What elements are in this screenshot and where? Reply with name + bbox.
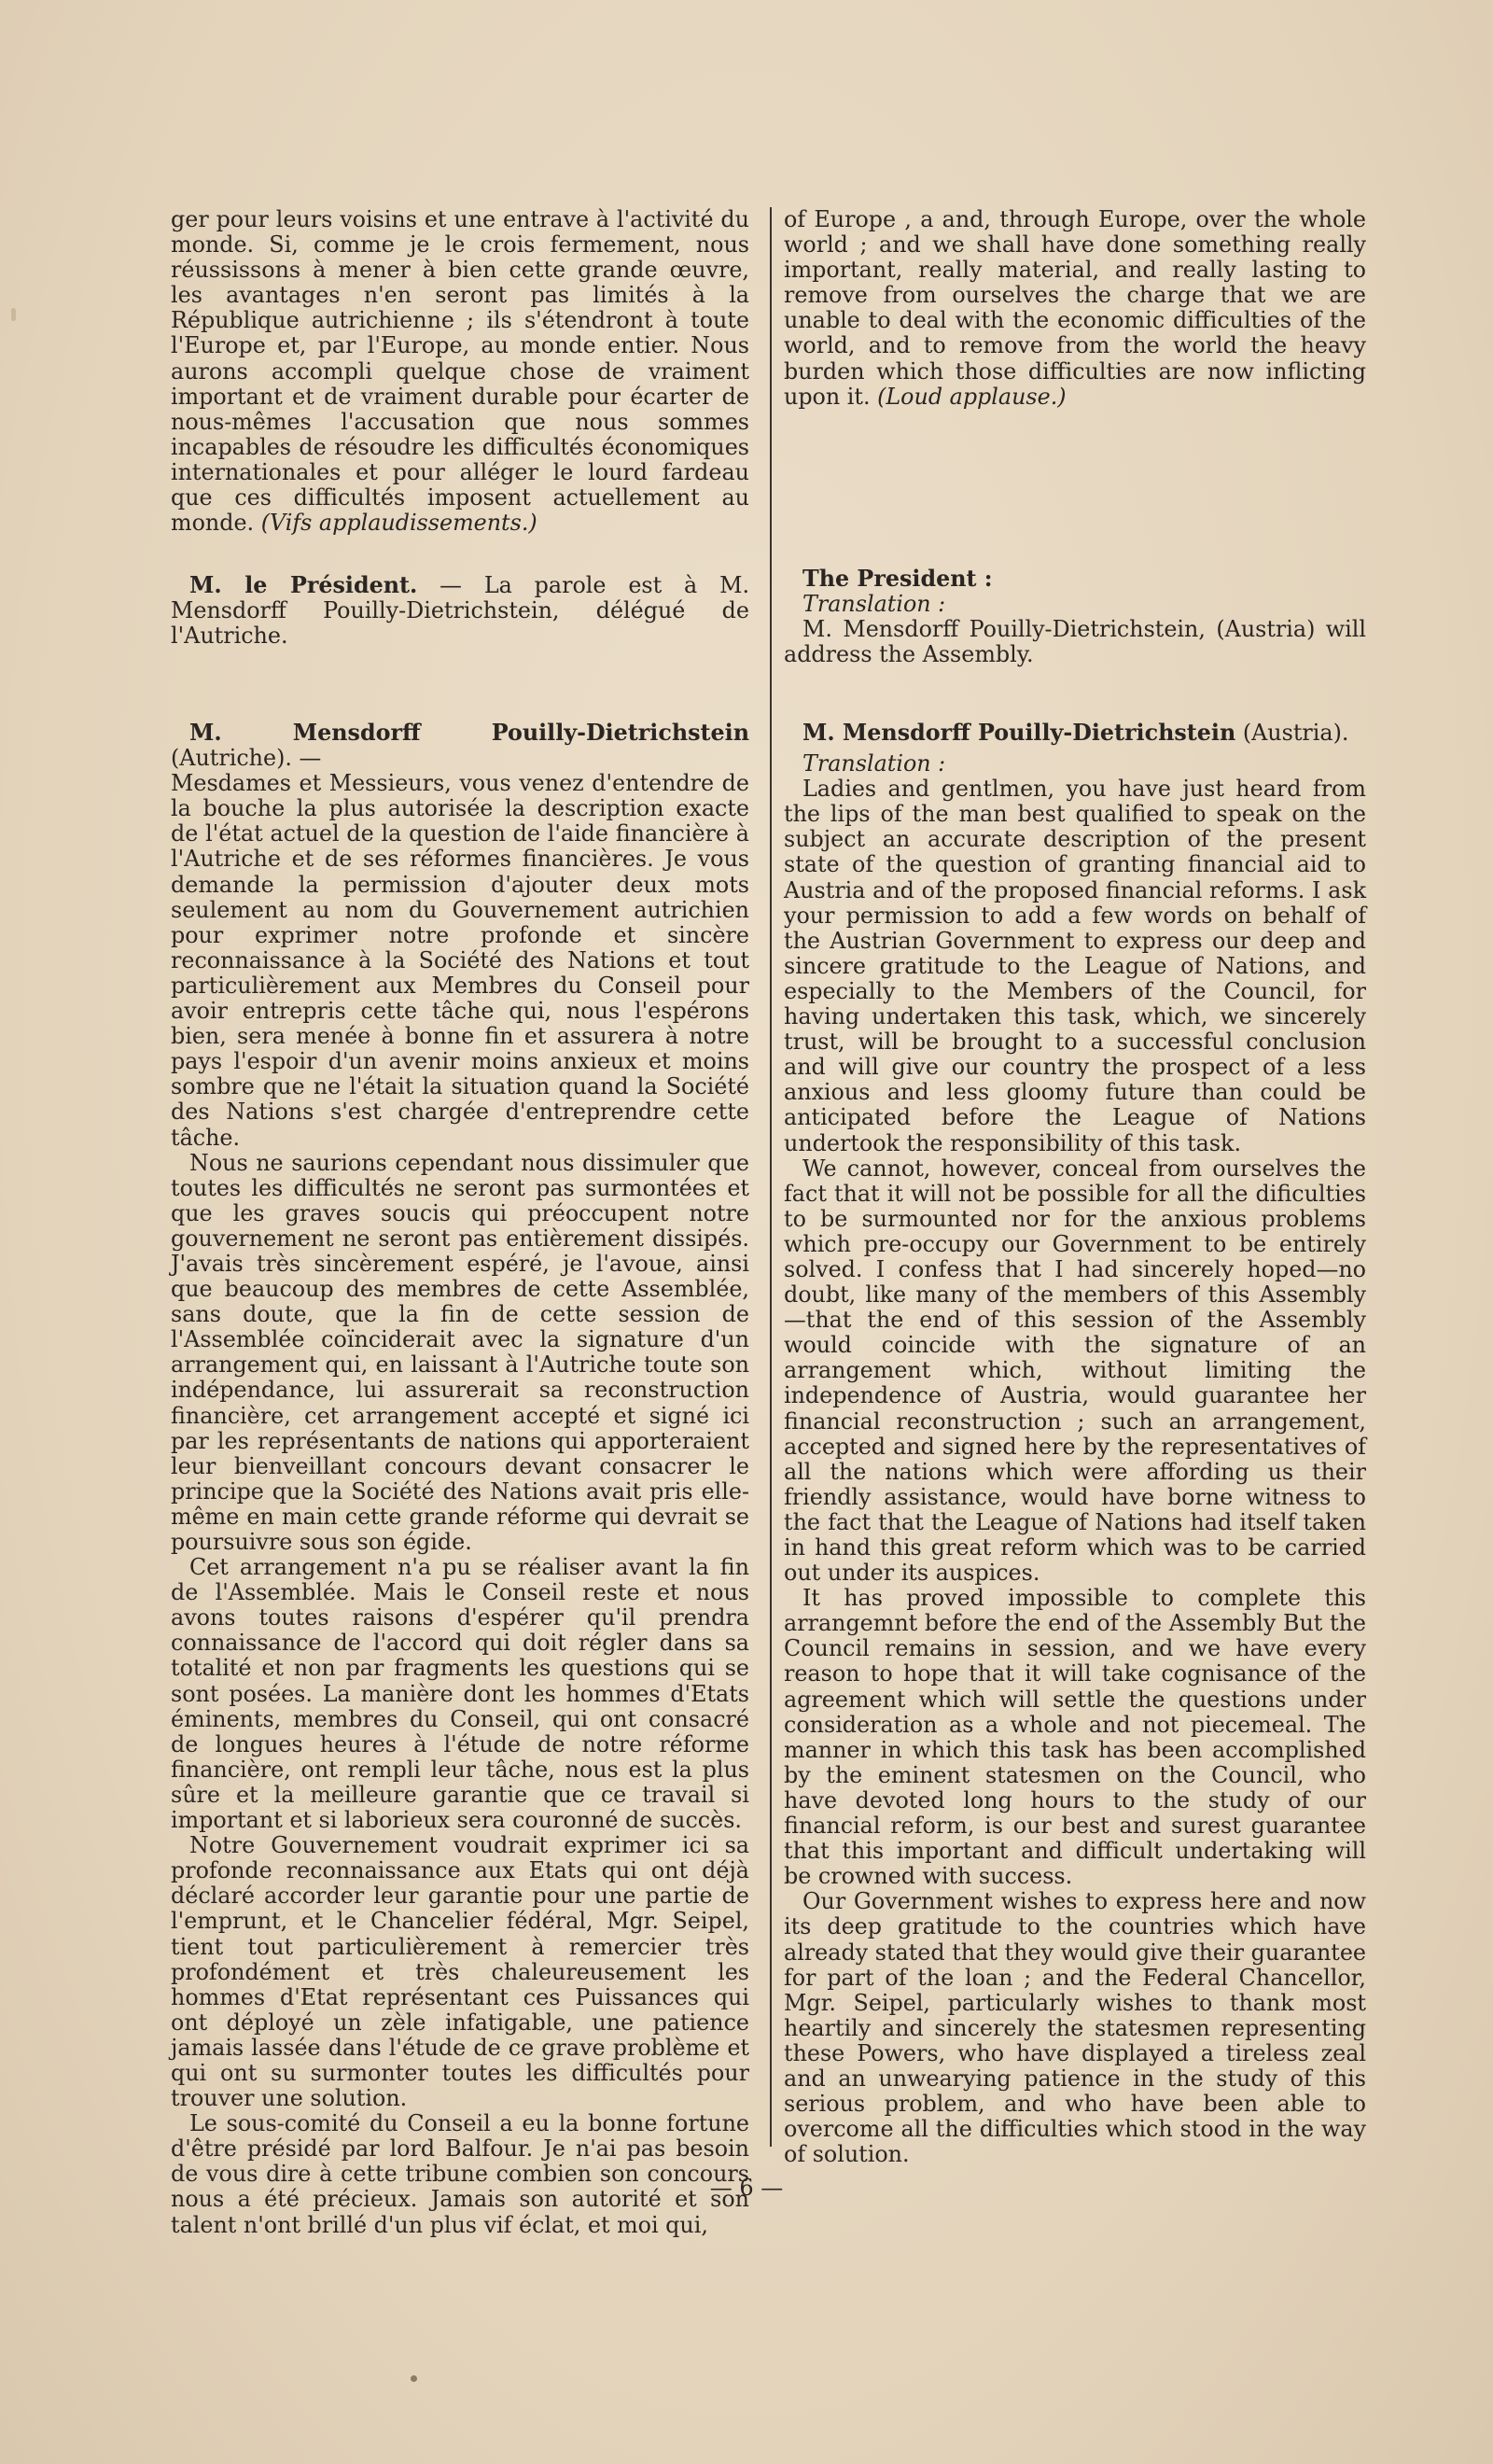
en-mensdorff-block (784, 721, 1366, 2167)
french-column (171, 206, 750, 2238)
fr-mensdorff-speaker: M. Mensdorff Pouilly-Dietrichstein (189, 720, 749, 746)
en-president-block (784, 567, 1366, 667)
en-mensdorff-country: (Austria). (1235, 720, 1349, 746)
en-speech-para-1: Ladies and gentlmen, you have just heard from the lips of the man best qualified to speak on the subject an accurate description of the present state of the question of granting financial aid to Austria and of the proposed financial reforms. I ask your permission to add a few words on behalf of the Austrian Government to express our deep and sincere gratitude to the League of Nations, and especially to the Members of the Council, for having undertaken this task, which, we sincerely trust, will be brought to a successful conclusion and will give our country the prospect of a less anxious and less gloomy future than could be anticipated before the League of Nations undertook the responsibility of this task. (784, 776, 1366, 1156)
en-applause: (Loud applause.) (877, 383, 1067, 410)
en-mensdorff-speaker: M. Mensdorff Pouilly-Dietrichstein (802, 720, 1236, 746)
fr-president-speaker: M. le Président. (189, 572, 418, 598)
en-president-text: M. Mensdorff Pouilly-Dietrichstein, (Austria) will address the Assembly. (784, 616, 1366, 668)
fr-continuation-paragraph (171, 207, 749, 536)
en-speech-para-4: Our Government wishes to express here and now its deep gratitude to the countries which have already stated that they would give their guarantee for part of the loan ; and the Federal Chancellor, Mgr. Seipel, particularly wishes to thank most heartily and sincerely the statesmen representing these Powers, who have displayed a tireless zeal and an unwearying patience in the study of this serious problem, and who have been able to overcome all the difficulties which stood in the way of solution. (784, 1888, 1366, 2168)
fr-para1-text: ger pour leurs voisins et une entrave à l'activité du monde. Si, comme je le crois fermement, nous réussissons à mener à bien cette grande œuvre, les avantages n'en seront pas limités à la République autrichienne ; ils s'étendront à toute l'Europe et, par l'Europe, au monde entier. Nous aurons accompli quelque chose de vraiment important et de vraiment durable pour écarter de nous-mêmes l'accusation que nous sommes incapables de résoudre les difficultés économiques internationales et pour alléger le lourd fardeau que ces difficultés imposent actuellement au monde. (171, 206, 749, 537)
fr-speech-para-5: Le sous-comité du Conseil a eu la bonne fortune d'être présidé par lord Balfour. Je n'ai pas besoin de vous dire à cette tribune combien son concours nous a été précieux. Jamais son autorité et son talent n'ont brillé d'un plus vif éclat, et moi qui, (171, 2110, 749, 2238)
paper-spot (411, 2375, 417, 2382)
fr-applause: (Vifs applaudissements.) (260, 510, 537, 537)
page-number: — 6 — (709, 2175, 784, 2201)
fr-speech-para-4: Notre Gouvernement voudrait exprimer ici sa profonde reconnaissance aux Etats qui ont déjà déclaré accorder leur garantie pour une partie de l'emprunt, et le Chancelier fédéral, Mgr. Seipel, tient tout particulièrement à remercier très profondément et très chaleureusement les hommes d'Etat représentant ces Puissances qui ont déployé un zèle infatigable, une patience jamais lassée dans l'étude de ce grave problème et qui ont su surmonter toutes les difficultés pour trouver une solution. (171, 1832, 749, 2112)
fr-president-block (171, 573, 749, 649)
paper-edge-mark (11, 308, 16, 321)
fr-mensdorff-country: (Autriche). — (171, 745, 322, 772)
en-speech-para-3: It has proved impossible to complete this arrangemnt before the end of the Assembly But the Council remains in session, and we have every reason to hope that it will take cognisance of the agreement which will settle the questions under consideration as a whole and not piecemeal. The manner in which this task has been accomplished by the eminent statesmen on the Council, who have devoted long hours to the study of our financial reform, is our best and surest guarantee that this important and difficult undertaking will be crowned with success. (784, 1585, 1366, 1890)
en-translation-label-2: Translation : (802, 750, 946, 777)
english-column (784, 206, 1366, 2168)
en-translation-label: Translation : (802, 591, 946, 618)
fr-president-text: — La parole est à M. Mensdorff Pouilly-Dietrichstein, délégué de l'Autriche. (171, 572, 750, 650)
fr-speech-para-3: Cet arrangement n'a pu se réaliser avant la fin de l'Assemblée. Mais le Conseil reste et nous avons toutes raisons d'espérer qu'il prendra connaissance de l'accord qui doit régler dans sa totalité et non par fragments les questions qui se sont posées. La manière dont les hommes d'Etats éminents, membres du Conseil, qui ont consacré de longues heures à l'étude de notre réforme financière, ont rempli leur tâche, nous est la plus sûre et la meilleure garantie que ce travail si important et si laborieux sera couronné de succès. (171, 1554, 749, 1834)
fr-speech-para-1: Mesdames et Messieurs, vous venez d'entendre de la bouche la plus autorisée la description exacte de l'état actuel de la question de l'aide financière à l'Autriche et de ses réformes financières. Je vous demande la permission d'ajouter deux mots seulement au nom du Gouvernement autrichien pour exprimer notre profonde et sincère reconnaissance à la Société des Nations et tout particulièrement aux Membres du Conseil pour avoir entrepris cette tâche qui, nous l'espérons bien, sera menée à bonne fin et assurera à notre pays l'espoir d'un avenir moins anxieux et moins sombre que ne l'était la situation quand la Société des Nations s'est chargée d'entreprendre cette tâche. (171, 770, 749, 1151)
en-para1-text: of Europe , a and, through Europe, over the whole world ; and we shall have done something really important, really material, and really lasting to remove from ourselves the charge that we are unable to deal with the economic difficulties of the world, and to remove from the world the heavy burden which those difficulties are now inflicting upon it. (784, 206, 1366, 410)
en-speech-para-2: We cannot, however, conceal from ourselves the fact that it will not be possible for all the dificulties to be surmounted nor for the anxious problems which pre-occupy our Government to be entirely solved. I confess that I had sincerely hoped—no doubt, like many of the members of this Assembly—that the end of this session of the Assembly would coincide with the signature of an arrangement which, without limiting the independence of Austria, would guarantee her financial reconstruction ; such an arrangement, accepted and signed here by the representatives of all the nations which were affording us their friendly assistance, would have borne witness to the fact that the League of Nations had itself taken in hand this great reform which was to be carried out under its auspices. (784, 1155, 1366, 1587)
fr-speech-para-2: Nous ne saurions cependant nous dissimuler que toutes les difficultés ne seront pas surmontées et que les graves soucis qui préoccupent notre gouvernement ne seront pas entièrement dissipés. J'avais très sincèrement espéré, je l'avoue, ainsi que beaucoup des membres de cette Assemblée, sans doute, que la fin de cette session de l'Assemblée coïnciderait avec la signature d'un arrangement qui, en laissant à l'Autriche toute son indépendance, lui assurerait sa reconstruction financière, cet arrangement accepté et signé ici par les représentants de nations qui apporteraient leur bienveillant concours devant consacrer le principe que la Société des Nations avait pris elle-même en main cette grande réforme qui devrait se poursuivre sous son égide. (171, 1149, 749, 1555)
en-president-speaker: The President : (802, 566, 993, 592)
fr-mensdorff-block (171, 721, 749, 2238)
en-continuation-paragraph (784, 207, 1366, 410)
column-divider (770, 207, 772, 2147)
